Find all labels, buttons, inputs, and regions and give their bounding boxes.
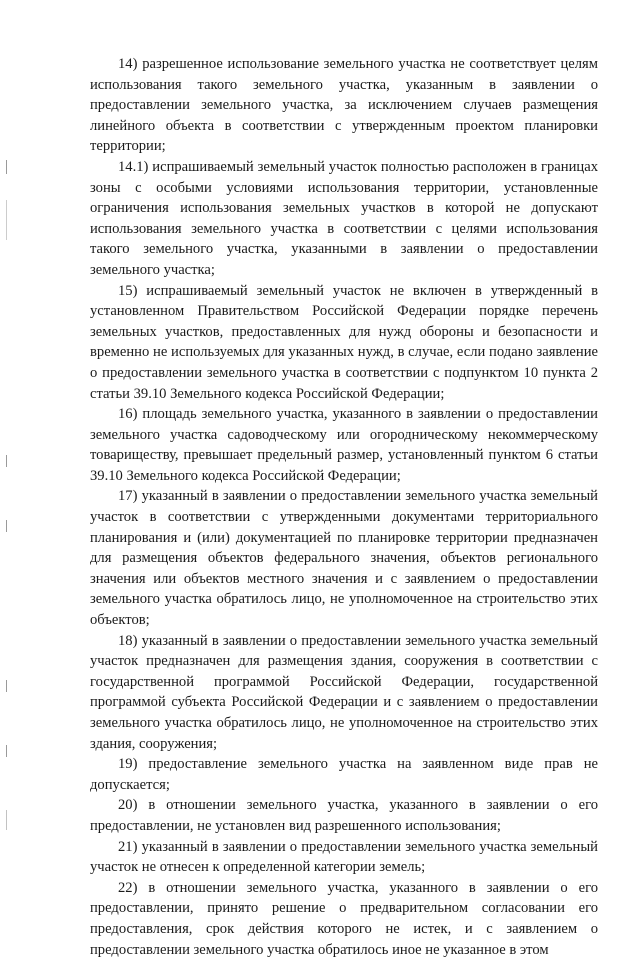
paragraph-17: 17) указанный в заявлении о предоставлении земельного участка земельный участок в соответствии с утвержденными документами территориального планирования и (или) документацией по планировке территории предназначен для размещения объектов федерального значения, объектов регионального значения или объектов местного значения и с заявлением о предоставлении земельного участка обратилось лицо, не уполномоченное на строительство этих объектов;	[90, 488, 598, 629]
paragraph-19: 19) предоставление земельного участка на заявленном виде прав не допускается;	[90, 756, 598, 793]
scan-edge-mark-4	[6, 520, 7, 532]
scan-edge-mark-2	[6, 200, 7, 240]
scan-edge-mark-1	[6, 160, 7, 174]
scan-edge-mark-5	[6, 680, 7, 692]
paragraph-15: 15) испрашиваемый земельный участок не включен в утвержденный в установленном Правительством Российской Федерации порядке перечень земельных участков, предоставленных для нужд обороны и безопасности и временно не используемых для указанных нужд, в случае, если подано заявление о предоставлении земельного участка в соответствии с подпунктом 10 пункта 2 статьи 39.10 Земельного кодекса Российской Федерации;	[90, 282, 598, 402]
document-page	[90, 54, 598, 960]
scan-edge-mark-3	[6, 455, 7, 467]
paragraph-16: 16) площадь земельного участка, указанного в заявлении о предоставлении земельного участка садоводческому или огородническому некоммерческому товариществу, превышает предельный размер, установленный пунктом 6 статьи 39.10 Земельного кодекса Российской Федерации;	[90, 406, 598, 484]
paragraph-14: 14) разрешенное использование земельного участка не соответствует целям использования такого земельного участка, указанным в заявлении о предоставлении земельного участка, за исключением случаев размещения линейного объекта в соответствии с утвержденным проектом планировки территории;	[90, 56, 598, 155]
paragraph-22: 22) в отношении земельного участка, указанного в заявлении о его предоставлении, принято решение о предварительном согласовании его предоставления, срок действия которого не истек, и с заявлением о предоставлении земельного участка обратилось иное не указанное в этом	[90, 879, 598, 958]
scan-edge-mark-7	[6, 810, 7, 830]
paragraph-20: 20) в отношении земельного участка, указанного в заявлении о его предоставлении, не установлен вид разрешенного использования;	[90, 797, 598, 834]
paragraph-21: 21) указанный в заявлении о предоставлении земельного участка земельный участок не отнесен к определенной категории земель;	[90, 838, 598, 876]
paragraph-18: 18) указанный в заявлении о предоставлении земельного участка земельный участок предназначен для размещения здания, сооружения в соответствии с государственной программой Российской Федерации, государственной программой субъекта Российской Федерации и с заявлением о предоставлении земельного участка обратилось лицо, не уполномоченное на строительство этих здания, сооружения;	[90, 632, 598, 752]
paragraph-14-1: 14.1) испрашиваемый земельный участок полностью расположен в границах зоны с особыми условиями использования территории, установленные ограничения использования земельных участков в которой не допускают использования земельного участка в соответствии с целями использования такого земельного участка, указанными в заявлении о предоставлении земельного участка;	[90, 158, 598, 278]
scan-edge-mark-6	[6, 745, 7, 757]
